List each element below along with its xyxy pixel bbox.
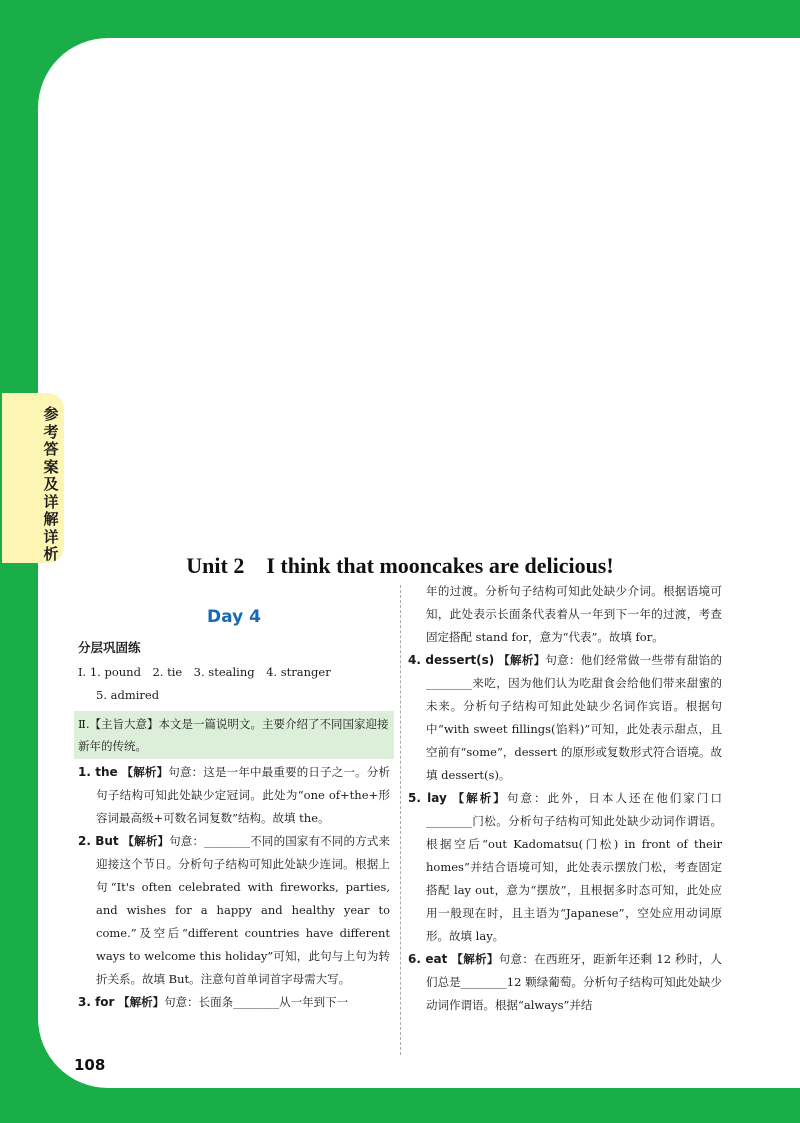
answer-word: 5. lay [408, 791, 447, 805]
answer-word: 2. But [78, 834, 119, 848]
right-column [408, 580, 722, 1017]
continued-analysis: 年的过渡。分析句子结构可知此处缺少介词。根据语境可知，此处表示长面条代表着从一年到下一年的过渡，考查固定搭配 stand for，意为“代表”。故填 for。 [426, 584, 722, 644]
analysis-tag: 【解析】 [118, 995, 165, 1009]
top-green-band [0, 0, 800, 40]
answer-item [78, 830, 390, 991]
analysis-text: 句意：长面条________从一年到下一 [164, 995, 349, 1009]
analysis-text: 句意：他们经常做一些带有甜馅的________来吃，因为他们认为吃甜食会给他们带来甜蜜的未来。分析句子结构可知此处缺少名词作宾语。根据句中“with sweet fillings(馅料)”可知，此处表示甜点，且空前有“some”，dessert 的原形或复数形式符合语境。故填 dessert(s)。 [426, 653, 722, 782]
part1-answers-line2: 5. admired [96, 688, 160, 702]
analysis-text: 句意：________不同的国家有不同的方式来迎接这个节日。分析句子结构可知此处缺少连词。根据上句“It's often celebrated with fireworks, parties, and wishes for a happy and healthy year to come.”及空后“different countries have different ways to welcome this holiday”可知，此句与上句为转折关系。故填 But。注意句首单词首字母需大写。 [96, 834, 391, 986]
column-divider [400, 585, 401, 1055]
analysis-tag: 【解析】 [498, 653, 546, 667]
answer-word: 1. the [78, 765, 118, 779]
section-heading: 分层巩固练 [78, 640, 141, 655]
analysis-tag: 【解析】 [121, 765, 169, 779]
analysis-text: 句意：在西班牙，距新年还剩 12 秒时，人们总是________12 颗绿葡萄。分析句子结构可知此处缺少动词作谓语。根据“always”并结 [426, 952, 723, 1012]
side-tab-label: 参考答案及详解详析 [43, 405, 59, 563]
answer-item [408, 649, 722, 787]
analysis-text: 句意：此外，日本人还在他们家门口________门松。分析句子结构可知此处缺少动词作谓语。根据空后“out Kadomatsu(门松) in front of their homes”并结合语境可知，此处表示摆放门松，考查固定搭配 lay out，意为“摆放”，且根据多时态可知，此处应用一般现在时，且主语为“Japanese”，空处应用动词原形。故填 lay。 [426, 791, 723, 943]
part1-answers-line1: Ⅰ. 1. pound 2. tie 3. stealing 4. stranger [78, 665, 331, 679]
left-column [78, 580, 390, 1014]
analysis-text: 句意：这是一年中最重要的日子之一。分析句子结构可知此处缺少定冠词。此处为“one of+the+形容词最高级+可数名词复数”结构。故填 the。 [96, 765, 391, 825]
answer-word: 6. eat [408, 952, 448, 966]
analysis-tag: 【解析】 [451, 952, 499, 966]
answer-item [78, 991, 390, 1014]
answer-word: 3. for [78, 995, 115, 1009]
answer-word: 4. dessert(s) [408, 653, 495, 667]
answer-item [408, 948, 722, 1017]
day-title: Day 4 [207, 607, 261, 627]
answer-item [78, 761, 390, 830]
page-number: 108 [74, 1056, 106, 1074]
unit-title: Unit 2 I think that mooncakes are delicious! [186, 553, 614, 578]
analysis-tag: 【解析】 [122, 834, 170, 848]
part2-summary: Ⅱ.【主旨大意】本文是一篇说明文。主要介绍了不同国家迎接新年的传统。 [74, 711, 394, 759]
analysis-tag: 【解析】 [452, 791, 507, 805]
answer-item [408, 787, 722, 948]
